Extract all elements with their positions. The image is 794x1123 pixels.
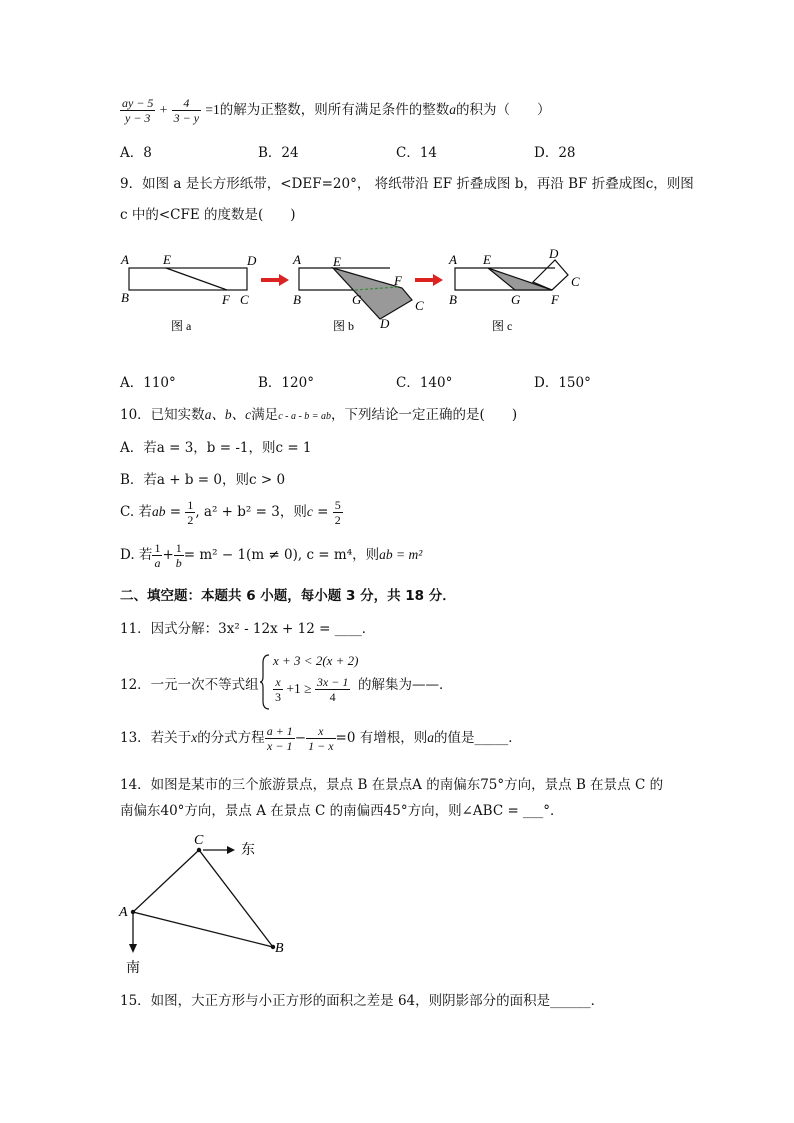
- q9-stem-line1: 9．如图 a 是长方形纸带，<DEF=20°， 将纸带沿 EF 折叠成图 b，再沿 BF 折叠成图c，则图: [120, 176, 694, 192]
- svg-text:F: F: [394, 273, 402, 288]
- figure-c: [448, 246, 580, 307]
- q9-option-d: D．150°: [534, 375, 591, 391]
- q10-option-d: D. 若 $\frac{1}{a}$ + $\frac{1}{b}$ = m² − 1(m ≠ 0), c = m⁴，则ab = m²: [120, 541, 423, 570]
- point-a: A: [119, 905, 128, 920]
- point-c: C: [194, 833, 204, 848]
- q14-line1: 14．如图是某市的三个旅游景点，景点 B 在景点A 的南偏东75°方向，景点 B 在景点 C 的: [120, 777, 664, 793]
- q8-option-c: C．14: [396, 145, 438, 161]
- fraction: $\frac{1}{2}$: [187, 498, 194, 527]
- arrow-south-icon: [129, 944, 137, 953]
- svg-text:G: G: [352, 292, 362, 307]
- section-heading: 二、填空题：本题共 6 小题，每小题 3 分，共 18 分．: [120, 588, 456, 604]
- q10-option-a: A．若a = 3，b = -1，则c = 1: [120, 440, 312, 456]
- q8-option-d: D．28: [534, 145, 576, 161]
- svg-text:D: D: [247, 253, 257, 268]
- q10-option-b: B．若a + b = 0，则c > 0: [120, 472, 286, 488]
- arrow-right-icon: [415, 274, 443, 286]
- q10-option-c: C. 若ab = $\frac{1}{2}$ , a² + b² = 3，则c = $\frac{5}{2}$: [120, 498, 341, 527]
- svg-text:F: F: [551, 292, 559, 307]
- svg-text:A: A: [293, 252, 301, 267]
- q11: 11．因式分解：3x² - 12x + 12 = ____．: [120, 621, 376, 637]
- q9-stem-line2: c 中的<CFE 的度数是( ): [120, 207, 296, 223]
- svg-text:F: F: [222, 292, 230, 307]
- svg-text:B: B: [449, 292, 457, 307]
- q14-figure: [115, 828, 315, 978]
- svg-text:G: G: [511, 292, 521, 307]
- q12-row2: $\frac{x}{3}$ +1 ≥ $\frac{3x - 1}{4}$: [275, 675, 349, 704]
- label-south: 南: [126, 961, 140, 976]
- fraction: $\frac{x}{1 - x}$: [308, 724, 334, 753]
- left-brace-icon: [259, 653, 271, 711]
- q13: 13．若关于x的分式方程 $\frac{a + 1}{x - 1}$ − $\frac{x}{1 - x}$ =0 有增根，则a的值是_____．: [120, 724, 522, 753]
- svg-text:A: A: [449, 252, 457, 267]
- point-b: B: [275, 941, 284, 956]
- figure-a: [120, 252, 257, 307]
- q9-option-b: B．120°: [258, 375, 314, 391]
- q9-figures: [115, 240, 595, 340]
- q8-text: 的解为正整数，则所有满足条件的整数: [219, 102, 450, 118]
- label-east: 东: [241, 843, 255, 858]
- caption-a: 图 a: [171, 319, 192, 333]
- fraction: $\frac{3x - 1}{4}$: [316, 675, 349, 704]
- q12-row1: x + 3 < 2(x + 2): [273, 653, 359, 668]
- arrow-right-icon: [261, 274, 289, 286]
- q15: 15．如图，大正方形与小正方形的面积之差是 64，则阴影部分的面积是______．: [120, 993, 605, 1009]
- svg-text:B: B: [293, 292, 301, 307]
- q9-option-a: A．110°: [120, 375, 176, 391]
- svg-text:C: C: [240, 292, 249, 307]
- svg-text:C: C: [571, 274, 580, 289]
- q8-option-b: B．24: [258, 145, 299, 161]
- caption-c: 图 c: [492, 319, 513, 333]
- svg-text:D: D: [380, 316, 390, 331]
- q8-option-a: A．8: [120, 145, 152, 161]
- caption-b: 图 b: [333, 319, 355, 333]
- svg-text:E: E: [483, 252, 491, 267]
- fraction: $\frac{5}{2}$: [334, 498, 341, 527]
- svg-text:B: B: [121, 290, 129, 305]
- q12-pre: 12．一元一次不等式组: [120, 677, 259, 693]
- fraction: $\frac{ay - 5}{y - 3}$: [122, 96, 154, 125]
- svg-text:A: A: [121, 252, 129, 267]
- fraction: $\frac{4}{3 - y}$: [173, 96, 200, 125]
- fraction: $\frac{x}{3}$: [275, 675, 281, 704]
- fraction: $\frac{a + 1}{x - 1}$: [266, 724, 293, 753]
- fraction: $\frac{1}{b}$: [175, 541, 182, 570]
- q14-line2: 南偏东40°方向，景点 A 在景点 C 的南偏西45°方向，则∠ABC = ___°．: [120, 803, 564, 819]
- arrow-east-icon: [227, 846, 235, 854]
- q9-option-c: C．140°: [396, 375, 453, 391]
- figure-b: [292, 252, 424, 331]
- q8-equation: $\frac{ay - 5}{y - 3}$ + $\frac{4}{3 - y}$ =1的解为正整数，则所有满足条件的整数a的积为（ ）: [122, 96, 551, 125]
- svg-text:E: E: [333, 254, 341, 269]
- svg-text:D: D: [549, 246, 559, 261]
- q12-post: 的解集为——．: [358, 677, 453, 693]
- svg-text:E: E: [163, 252, 171, 267]
- q10-stem: 10．已知实数a、b、c满足c - a - b = ab，下列结论一定正确的是( ): [120, 407, 518, 423]
- fraction: $\frac{1}{a}$: [154, 541, 161, 570]
- svg-text:C: C: [415, 298, 424, 313]
